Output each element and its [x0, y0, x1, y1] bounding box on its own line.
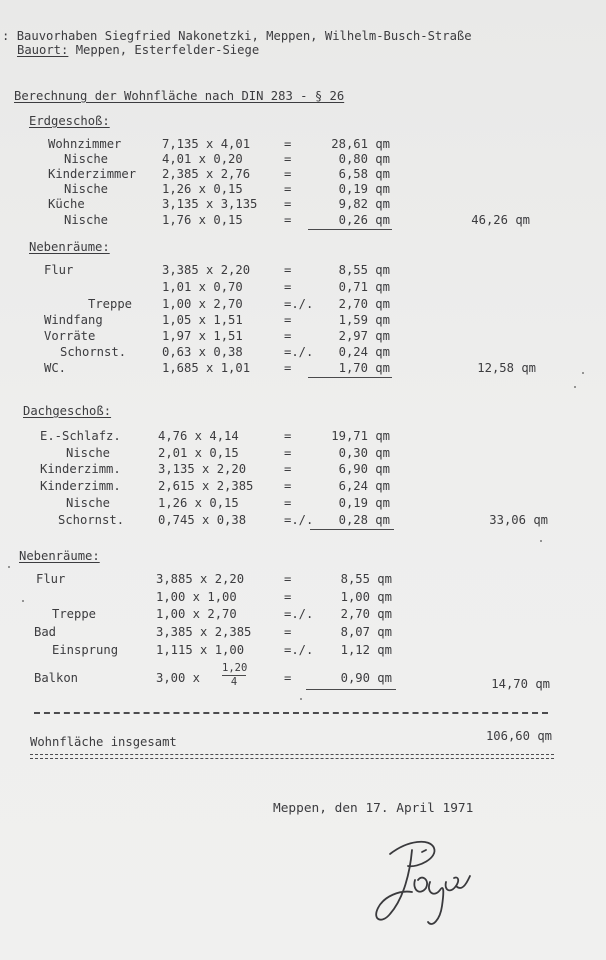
row-label: Bad: [34, 625, 57, 639]
row-calc: 1,00 x 2,70: [156, 607, 237, 621]
section-total: 12,58 qm: [477, 361, 536, 375]
row-value: 1,00 qm: [340, 590, 392, 604]
row-label: Einsprung: [52, 643, 119, 657]
row-value: 0,26 qm: [338, 213, 390, 227]
row-calc: 1,76 x 0,15: [162, 213, 243, 227]
row-label: Kinderzimm.: [40, 479, 121, 493]
row-op: =./.: [284, 607, 314, 621]
paper-speck: [574, 386, 576, 388]
row-label: Wohnzimmer: [48, 137, 122, 151]
row-label: Nische: [66, 496, 111, 510]
row-value: 0,30 qm: [338, 446, 390, 460]
section-total: 46,26 qm: [471, 213, 530, 227]
row-label: Schornst.: [58, 513, 125, 527]
row-value: 8,07 qm: [340, 625, 392, 639]
row-label: Nische: [64, 213, 109, 227]
paper-speck: [8, 566, 10, 568]
row-calc: 3,135 x 2,20: [158, 462, 247, 476]
row-label: Nische: [64, 182, 109, 196]
row-value: 1,59 qm: [338, 313, 390, 327]
row-calc: 1,00 x 1,00: [156, 590, 237, 604]
paper-speck: [582, 372, 584, 374]
row-op: =: [284, 213, 292, 227]
row-value: 0,24 qm: [338, 345, 390, 359]
row-calc: 1,00 x 2,70: [162, 297, 243, 311]
row-calc: 1,26 x 0,15: [162, 182, 243, 196]
row-op: =: [284, 263, 292, 277]
row-calc: 2,615 x 2,385: [158, 479, 254, 493]
row-calc: 7,135 x 4,01: [162, 137, 251, 151]
row-value: 6,90 qm: [338, 462, 390, 476]
row-calc: 0,745 x 0,38: [158, 513, 247, 527]
row-op: =./.: [284, 297, 314, 311]
row-op: =: [284, 429, 292, 443]
header-line-1: : Bauvorhaben Siegfried Nakonetzki, Meppen, Wilhelm-Busch-Straße: [2, 29, 472, 43]
subtotal-rule: [308, 229, 392, 230]
row-value: 0,19 qm: [338, 496, 390, 510]
row-label: Treppe: [52, 607, 97, 621]
row-label: Nische: [66, 446, 111, 460]
row-op: =./.: [284, 345, 314, 359]
row-label: Kinderzimm.: [40, 462, 121, 476]
header-line-2: Bauort: Meppen, Esterfelder-Siege: [17, 43, 260, 57]
row-label: WC.: [44, 361, 67, 375]
row-op: =: [284, 197, 292, 211]
row-op: =./.: [284, 643, 314, 657]
row-label: Windfang: [44, 313, 103, 327]
row-calc: 2,01 x 0,15: [158, 446, 239, 460]
row-op: =: [284, 590, 292, 604]
row-op: =: [284, 182, 292, 196]
row-label: Schornst.: [60, 345, 127, 359]
section-heading-nebenraeume-dg: Nebenräume:: [19, 549, 100, 563]
row-value: 0,90 qm: [340, 671, 392, 685]
row-label: Treppe: [88, 297, 133, 311]
row-label: E.-Schlafz.: [40, 429, 121, 443]
row-calc: 1,97 x 1,51: [162, 329, 243, 343]
row-calc: 1,115 x 1,00: [156, 643, 245, 657]
section-heading-erdgeschoss: Erdgeschoß:: [29, 114, 110, 128]
separator-double: [30, 754, 554, 759]
row-calc: 1,05 x 1,51: [162, 313, 243, 327]
row-value: 1,12 qm: [340, 643, 392, 657]
row-value: 1,70 qm: [338, 361, 390, 375]
section-total: 14,70 qm: [491, 677, 550, 691]
row-value: 9,82 qm: [338, 197, 390, 211]
row-calc: 3,885 x 2,20: [156, 572, 245, 586]
row-calc: 1,26 x 0,15: [158, 496, 239, 510]
paper-speck: [300, 698, 302, 700]
row-value: 2,70 qm: [340, 607, 392, 621]
paper-speck: [540, 540, 542, 542]
row-label: Küche: [48, 197, 85, 211]
row-calc: 1,01 x 0,70: [162, 280, 243, 294]
row-value: 0,71 qm: [338, 280, 390, 294]
signature: [360, 832, 490, 947]
row-op: =./.: [284, 513, 314, 527]
row-value: 28,61 qm: [331, 137, 390, 151]
row-value: 8,55 qm: [340, 572, 392, 586]
row-op: =: [284, 446, 292, 460]
row-label: Balkon: [34, 671, 79, 685]
paper-speck: [22, 600, 24, 602]
section-heading-nebenraeume: Nebenräume:: [29, 240, 110, 254]
row-value: 6,58 qm: [338, 167, 390, 181]
row-op: =: [284, 572, 292, 586]
row-calc: 0,63 x 0,38: [162, 345, 243, 359]
row-label: Vorräte: [44, 329, 96, 343]
row-op: =: [284, 280, 292, 294]
row-op: =: [284, 671, 292, 685]
row-label: Flur: [44, 263, 74, 277]
page-title: Berechnung der Wohnfläche nach DIN 283 - § 26: [14, 89, 345, 103]
row-value: 6,24 qm: [338, 479, 390, 493]
place-date: Meppen, den 17. April 1971: [273, 801, 474, 816]
row-value: 8,55 qm: [338, 263, 390, 277]
row-calc: 3,385 x 2,385: [156, 625, 252, 639]
row-calc: 4,76 x 4,14: [158, 429, 239, 443]
fraction-numerator: 1,20: [222, 662, 248, 674]
separator-dashed: [34, 712, 548, 714]
row-value: 19,71 qm: [331, 429, 390, 443]
subtotal-rule: [308, 377, 392, 378]
row-value: 2,97 qm: [338, 329, 390, 343]
row-calc: 1,685 x 1,01: [162, 361, 251, 375]
subtotal-rule: [306, 689, 396, 690]
row-value: 2,70 qm: [338, 297, 390, 311]
row-value: 0,19 qm: [338, 182, 390, 196]
row-calc: 3,385 x 2,20: [162, 263, 251, 277]
row-op: =: [284, 462, 292, 476]
row-op: =: [284, 329, 292, 343]
row-op: =: [284, 167, 292, 181]
grand-total-label: Wohnfläche insgesamt: [30, 735, 177, 749]
row-calc: 2,385 x 2,76: [162, 167, 251, 181]
row-value: 0,80 qm: [338, 152, 390, 166]
row-op: =: [284, 152, 292, 166]
subtotal-rule: [310, 529, 394, 530]
row-calc: 3,135 x 3,135: [162, 197, 258, 211]
section-total: 33,06 qm: [489, 513, 548, 527]
row-calc: 4,01 x 0,20: [162, 152, 243, 166]
row-label: Nische: [64, 152, 109, 166]
grand-total-value: 106,60 qm: [485, 729, 552, 743]
section-heading-dachgeschoss: Dachgeschoß:: [23, 404, 112, 418]
row-op: =: [284, 313, 292, 327]
row-op: =: [284, 625, 292, 639]
row-op: =: [284, 496, 292, 510]
fraction-denominator: 4: [230, 676, 238, 688]
row-value: 0,28 qm: [338, 513, 390, 527]
row-calc-prefix: 3,00 x: [156, 671, 201, 685]
row-op: =: [284, 361, 292, 375]
row-label: Kinderzimmer: [48, 167, 137, 181]
row-op: =: [284, 479, 292, 493]
row-label: Flur: [36, 572, 66, 586]
row-op: =: [284, 137, 292, 151]
